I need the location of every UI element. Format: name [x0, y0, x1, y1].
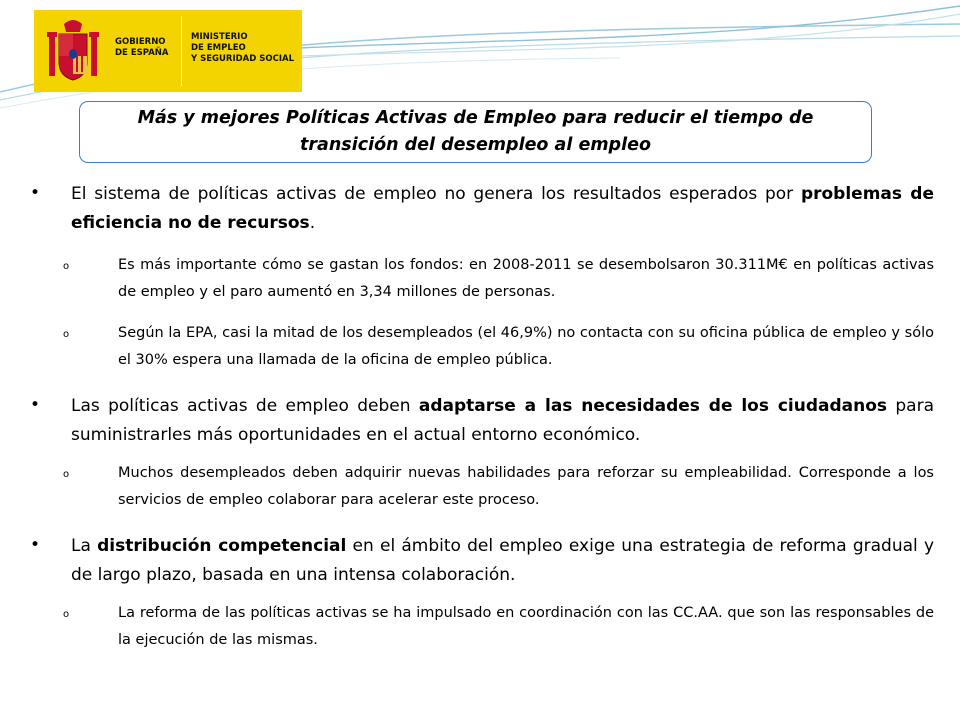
sub-bullet-2-1: o Muchos desempleados deben adquirir nuevas habilidades para reforzar su empleabilidad. Corresponde a los servicios de empleo colaborar para acelerar este proceso. — [118, 460, 934, 514]
government-logo — [34, 10, 302, 92]
slide-title — [128, 105, 824, 159]
slide-title-line-1: Más y mejores Políticas Activas de Empleo para reducir el tiempo de — [137, 108, 814, 128]
bullet-3: • La distribución competencial en el ámbito del empleo exige una estrategia de reforma gradual y de largo plazo, basada en una intensa colaboración. — [30, 532, 934, 590]
circle-bullet-icon: o — [63, 261, 70, 272]
spain-coat-of-arms-icon — [44, 16, 102, 88]
sub-bullet-3-1: o La reforma de las políticas activas se ha impulsado en coordinación con las CC.AA. que son las responsables de la ejecución de las mismas. — [118, 600, 934, 654]
sub-bullet-1-1: o Es más importante cómo se gastan los fondos: en 2008-2011 se desembolsaron 30.311M€ en políticas activas de empleo y el paro aumentó en 3,34 millones de personas. — [118, 252, 934, 306]
slide-title-box — [79, 101, 872, 163]
bullet-2: • Las políticas activas de empleo deben adaptarse a las necesidades de los ciudadanos para suministrarles más oportunidades en el actual entorno económico. — [30, 392, 934, 450]
circle-bullet-icon: o — [63, 329, 70, 340]
circle-bullet-icon: o — [63, 609, 70, 620]
bullet-dot-icon: • — [30, 395, 41, 415]
logo-divider — [181, 16, 182, 86]
sub-bullet-1-2: o Según la EPA, casi la mitad de los desempleados (el 46,9%) no contacta con su oficina pública de empleo y sólo el 30% espera una llamada de la oficina de empleo pública. — [118, 320, 934, 374]
bullet-dot-icon: • — [30, 535, 41, 555]
ministerio-text: MINISTERIO DE EMPLEO Y SEGURIDAD SOCIAL — [191, 32, 295, 64]
bullet-1: • El sistema de políticas activas de empleo no genera los resultados esperados por problemas de eficiencia no de recursos. — [30, 180, 934, 238]
slide-title-line-2: transición del desempleo al empleo — [300, 135, 651, 155]
gobierno-text: GOBIERNO DE ESPAÑA — [115, 37, 169, 58]
bullet-dot-icon: • — [30, 183, 41, 203]
circle-bullet-icon: o — [63, 469, 70, 480]
slide-content — [30, 180, 934, 654]
